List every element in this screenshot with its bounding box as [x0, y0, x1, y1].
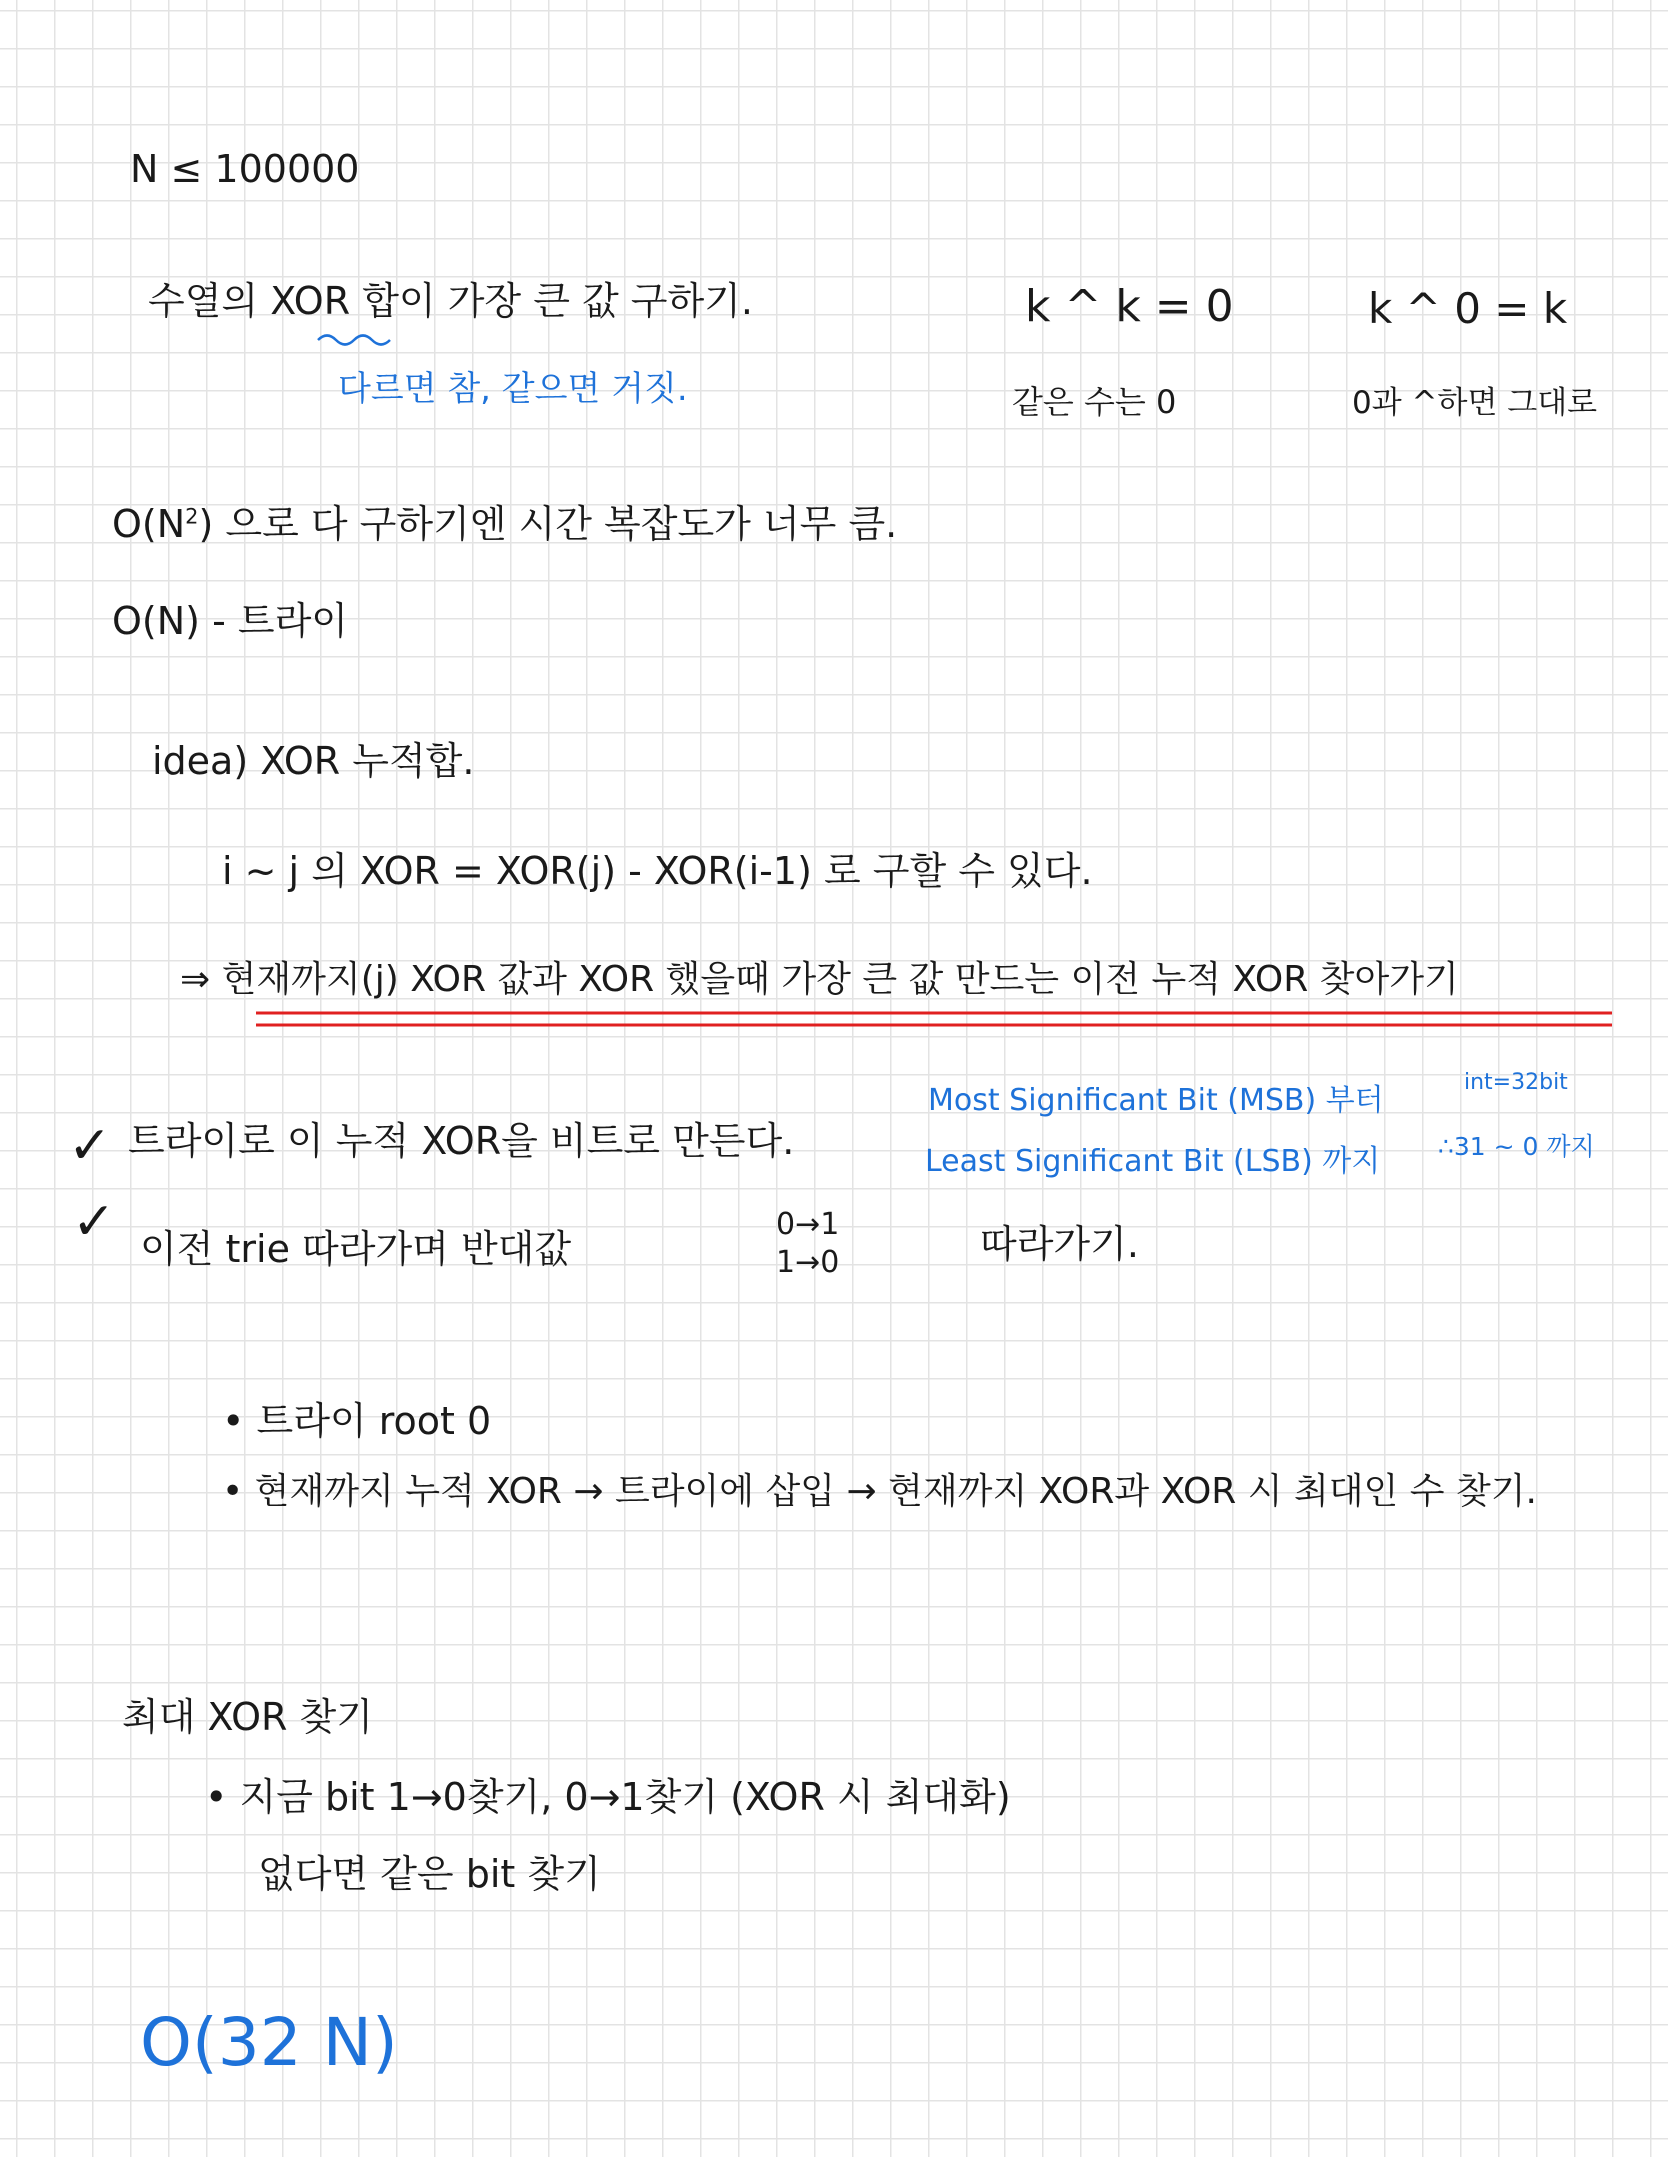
final-complexity: O(32 N) — [140, 2004, 398, 2081]
bit-range-note: ∴31 ~ 0 까지 — [1438, 1132, 1595, 1161]
idea-conclusion: ⇒ 현재까지(j) XOR 값과 XOR 했을때 가장 큰 값 만드는 이전 누적 XOR 찾아가기 — [180, 959, 1459, 1000]
map-1-to-0: 1→0 — [776, 1244, 840, 1280]
naive-exponent: 2 — [185, 504, 199, 529]
xor-meaning: 다르면 참, 같으면 거짓. — [338, 369, 688, 409]
identity-2: k ^ 0 = k — [1368, 284, 1568, 333]
naive-complexity — [112, 502, 898, 546]
msb-note: Most Significant Bit (MSB) 부터 — [928, 1083, 1384, 1118]
step-2-prefix: 이전 trie 따라가며 반대값 — [140, 1227, 572, 1271]
xor-squiggle — [318, 336, 390, 345]
max-xor-title: 최대 XOR 찾기 — [122, 1695, 373, 1739]
better-complexity: O(N) - 트라이 — [112, 599, 348, 643]
identity-1-note: 같은 수는 0 — [1012, 383, 1177, 421]
idea-formula: i ~ j 의 XOR = XOR(j) - XOR(i-1) 로 구할 수 있다. — [222, 849, 1093, 893]
identity-2-note: 0과 ^하면 그대로 — [1352, 385, 1598, 421]
identity-1: k ^ k = 0 — [1025, 281, 1234, 332]
step-2-mapping — [776, 1206, 839, 1281]
bullet-trie-root: • 트라이 root 0 — [222, 1399, 492, 1443]
constraint-text: N ≤ 100000 — [130, 147, 360, 191]
check-mark-icon: ✓ — [68, 1116, 112, 1176]
problem-statement: 수열의 XOR 합이 가장 큰 값 구하기. — [148, 279, 753, 323]
naive-prefix: O(N — [112, 502, 186, 546]
max-xor-rule: • 지금 bit 1→0찾기, 0→1찾기 (XOR 시 최대화) — [205, 1775, 1011, 1819]
step-2-suffix: 따라가기. — [980, 1222, 1139, 1266]
step-1: 트라이로 이 누적 XOR을 비트로 만든다. — [128, 1119, 795, 1163]
map-0-to-1: 0→1 — [776, 1207, 840, 1242]
bullet-process: • 현재까지 누적 XOR → 트라이에 삽입 → 현재까지 XOR과 XOR 시 최대인 수 찾기. — [222, 1471, 1537, 1512]
lsb-note: Least Significant Bit (LSB) 까지 — [925, 1144, 1381, 1179]
check-mark-icon: ✓ — [72, 1192, 116, 1252]
max-xor-fallback: 없다면 같은 bit 찾기 — [258, 1852, 601, 1896]
naive-suffix: ) 으로 다 구하기엔 시간 복잡도가 너무 큼. — [198, 502, 898, 546]
int-bits-note: int=32bit — [1464, 1070, 1568, 1095]
idea-title: idea) XOR 누적합. — [152, 739, 475, 783]
